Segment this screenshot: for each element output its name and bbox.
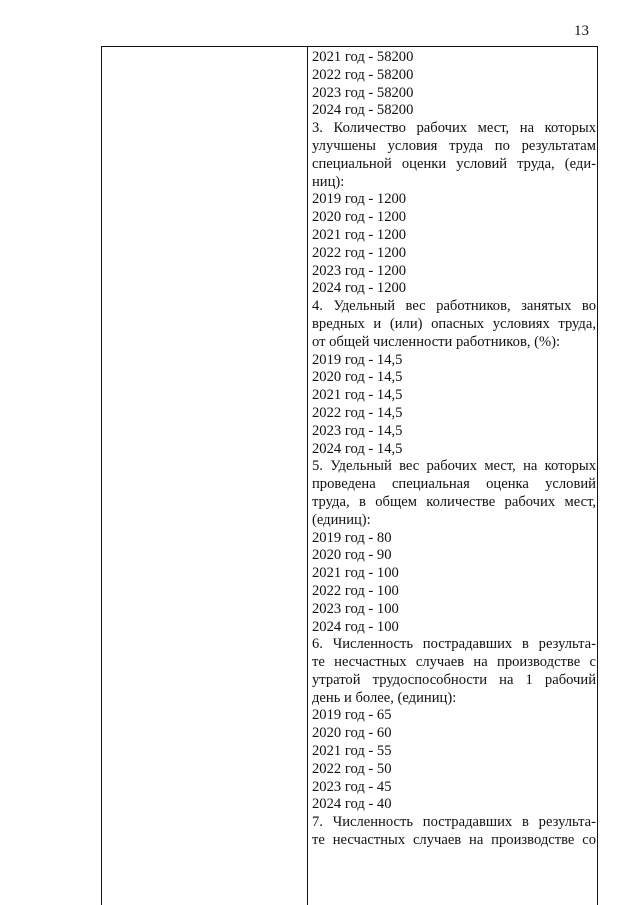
text-line: 2024 год - 58200 (312, 102, 414, 119)
text-line: 2024 год - 100 (312, 618, 399, 635)
text-line: 2020 год - 60 (312, 725, 392, 742)
text-line: вредных и (или) опасных условиях труда, (312, 315, 596, 332)
text-line: 2021 год - 55 (312, 743, 392, 760)
text-line: 2020 год - 90 (312, 547, 392, 564)
text-line: 2019 год - 80 (312, 529, 392, 546)
page-number: 13 (574, 23, 589, 39)
text-line: 2021 год - 14,5 (312, 387, 403, 404)
text-line: 2020 год - 1200 (312, 209, 407, 226)
text-line: 2023 год - 45 (312, 778, 392, 795)
text-line: специальной оценки условий труда, (еди- (312, 155, 596, 172)
text-line: 2024 год - 14,5 (312, 440, 403, 457)
text-line: 2022 год - 14,5 (312, 404, 403, 421)
text-line: 5. Удельный вес рабочих мест, на которых (312, 458, 596, 475)
text-line: от общей численности работников, (%): (312, 333, 561, 350)
text-line: труда, в общем количестве рабочих мест, (312, 493, 596, 510)
text-line: 2022 год - 50 (312, 760, 392, 777)
text-line: (единиц): (312, 511, 371, 528)
text-line: 2019 год - 14,5 (312, 351, 403, 368)
text-line: 2024 год - 1200 (312, 280, 407, 297)
text-line: ниц): (312, 173, 345, 190)
table-right-column (309, 47, 596, 905)
text-line: улучшены условия труда по результатам (312, 137, 596, 154)
text-line: 2022 год - 1200 (312, 244, 407, 261)
text-line: 2019 год - 1200 (312, 191, 407, 208)
text-line: 2021 год - 100 (312, 565, 399, 582)
text-line: 7. Численность пострадавших в результа- (312, 814, 596, 831)
text-line: 2023 год - 58200 (312, 84, 414, 101)
text-line: проведена специальная оценка условий (312, 476, 596, 493)
text-line: 4. Удельный вес работников, занятых во (312, 298, 596, 315)
text-line: 2021 год - 1200 (312, 226, 407, 243)
text-line: 2023 год - 1200 (312, 262, 407, 279)
text-line: 3. Количество рабочих мест, на которых (312, 120, 596, 137)
text-line: день и более, (единиц): (312, 689, 457, 706)
indicator-table (101, 46, 598, 905)
table-left-column (102, 47, 308, 905)
text-line: 2024 год - 40 (312, 796, 392, 813)
text-line: 2022 год - 100 (312, 582, 399, 599)
text-line: 2019 год - 65 (312, 707, 392, 724)
text-line: 2020 год - 14,5 (312, 369, 403, 386)
indicator-text (312, 49, 596, 850)
text-line: те несчастных случаев на производстве с (312, 654, 596, 671)
text-line: 2023 год - 14,5 (312, 422, 403, 439)
text-line: 2022 год - 58200 (312, 66, 414, 83)
text-line: 2021 год - 58200 (312, 49, 414, 65)
text-line: утратой трудоспособности на 1 рабочий (312, 671, 596, 688)
text-line: 2023 год - 100 (312, 600, 399, 617)
text-line: 6. Численность пострадавших в результа- (312, 636, 596, 653)
text-line: те несчастных случаев на производстве со (312, 832, 596, 849)
